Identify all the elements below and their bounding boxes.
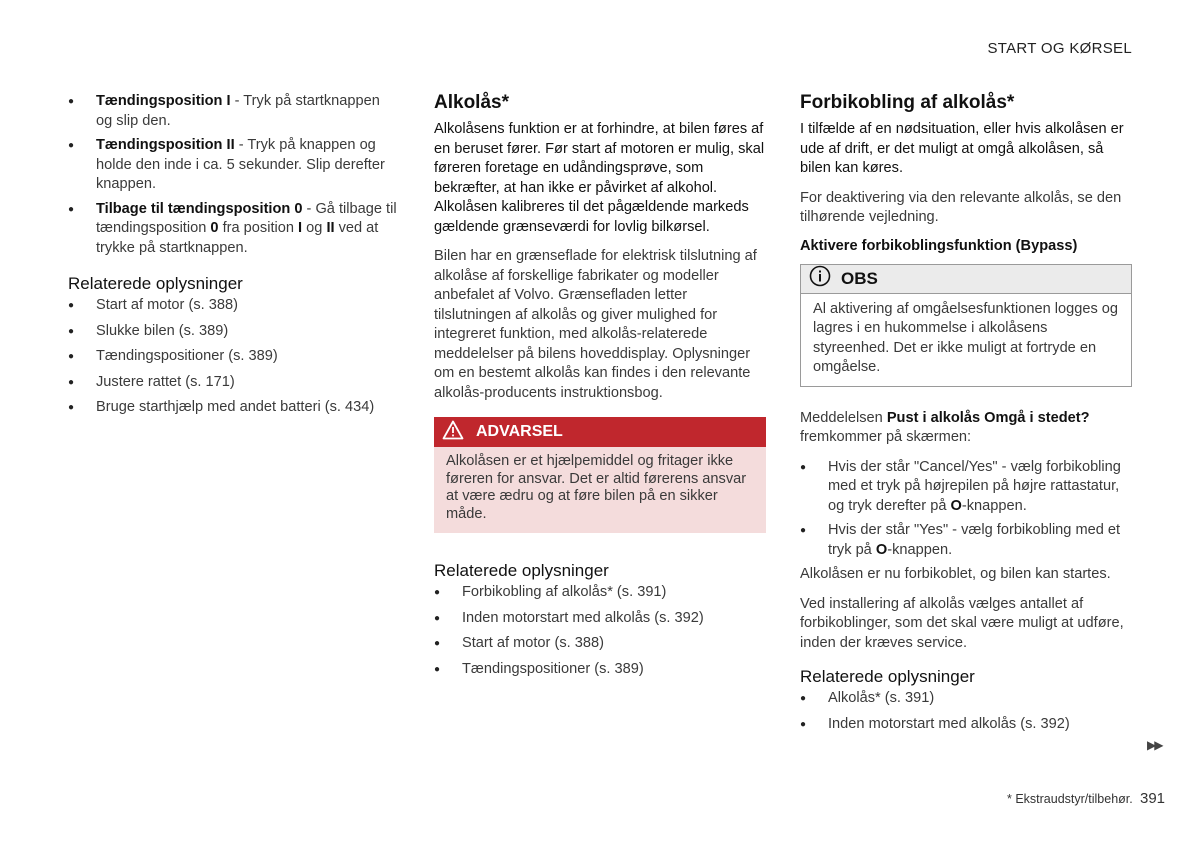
continue-arrows-icon: ▶▶ <box>1147 738 1162 752</box>
body-paragraph: Bilen har en grænseflade for elektrisk tilslutning af alkolåse af forskellige fabrikater og modeller anbefalet af Volvo. Grænsefladen letter tilslutningen af alkolås og giver mulighed for integreret funktion, med alkolås-relaterede meddelelser på bilens hoveddisplay. Oplysninger om en bestemt alkolås kan findes i den relevante alkolås-producents instruktionsbog. <box>434 248 757 401</box>
related-info-heading: Relaterede oplysninger <box>434 561 609 580</box>
related-link[interactable]: ● Inden motorstart med alkolås (s. 392) <box>800 715 1132 735</box>
list-item: ● Tændingsposition I - Tryk på startknappen og slip den. <box>68 92 398 131</box>
related-link[interactable]: ● Bruge starthjælp med andet batteri (s. 434) <box>68 398 398 418</box>
warning-box <box>434 417 766 533</box>
intro-paragraph: Alkolåsens funktion er at forhindre, at bilen føres af en beruset fører. Før start af motoren er mulig, skal føreren foretage en udåndingsprøve, som bekræfter, at han ikke er påvirket af alkohol. Alkolåsen kalibreres til det pågældende markeds gældende grænseværdi for lovlig bilkørsel. <box>434 121 765 235</box>
related-info-heading: Relaterede oplysninger <box>68 274 243 293</box>
section-title: Forbikobling af alkolås* <box>800 92 1015 113</box>
column-3 <box>800 92 1132 740</box>
body-paragraph: Ved installering af alkolås vælges antallet af forbikoblinger, som det skal være muligt at udføre, inden der kræves service. <box>800 595 1124 651</box>
warning-header <box>434 417 766 447</box>
subheading: Aktivere forbikoblingsfunktion (Bypass) <box>800 237 1078 254</box>
related-link[interactable]: ● Start af motor (s. 388) <box>68 296 398 316</box>
bypass-steps-list <box>800 458 1132 561</box>
related-info-list <box>800 689 1132 734</box>
ignition-position-list <box>68 92 398 258</box>
section-header: START OG KØRSEL <box>987 40 1132 57</box>
note-label: OBS <box>841 268 878 288</box>
related-link[interactable]: ● Start af motor (s. 388) <box>434 634 766 654</box>
related-link[interactable]: ● Alkolås* (s. 391) <box>800 689 1132 709</box>
list-item: ● Tilbage til tændingsposition 0 - Gå tilbage til tændingsposition 0 fra position I og II ved at trykke på startknappen. <box>68 200 398 259</box>
note-header <box>801 265 1131 294</box>
page-number: 391 <box>1140 790 1166 807</box>
related-info-list <box>68 296 398 418</box>
related-link[interactable]: ● Tændingspositioner (s. 389) <box>434 660 766 680</box>
note-box <box>800 264 1132 387</box>
related-link[interactable]: ● Justere rattet (s. 171) <box>68 373 398 393</box>
list-item: ● Tændingsposition II - Tryk på knappen og holde den inde i ca. 5 sekunder. Slip derefter knappen. <box>68 136 398 195</box>
related-link[interactable]: ● Forbikobling af alkolås* (s. 391) <box>434 583 766 603</box>
related-info-list <box>434 583 766 679</box>
related-info-heading: Relaterede oplysninger <box>800 667 975 686</box>
related-link[interactable]: ● Slukke bilen (s. 389) <box>68 322 398 342</box>
column-2 <box>434 92 766 685</box>
footnote: * Ekstraudstyr/tilbehør. <box>1007 792 1133 806</box>
note-text: Al aktivering af omgåelsesfunktionen logges og lagres i en hukommelse i alkolåsens styreenhed. Det er ikke muligt at fortryde en omgåelse. <box>813 300 1119 375</box>
warning-triangle-icon <box>442 420 476 445</box>
related-link[interactable]: ● Inden motorstart med alkolås (s. 392) <box>434 609 766 629</box>
section-title: Alkolås* <box>434 92 509 113</box>
list-item: ● Hvis der står "Yes" - vælg forbikobling med et tryk på O-knappen. <box>800 521 1132 560</box>
info-icon <box>809 265 841 292</box>
body-paragraph: For deaktivering via den relevante alkolås, se den tilhørende vejledning. <box>800 189 1122 225</box>
related-link[interactable]: ● Tændingspositioner (s. 389) <box>68 347 398 367</box>
body-paragraph: Alkolåsen er nu forbikoblet, og bilen kan startes. <box>800 566 1111 582</box>
list-item: ● Hvis der står "Cancel/Yes" - vælg forbikobling med et tryk på højrepilen på højre rattastatur, og tryk derefter på O-knappen. <box>800 458 1132 517</box>
intro-paragraph: I tilfælde af en nødsituation, eller hvis alkolåsen er ude af drift, er det muligt at omgå alkolåsen, så bilen kan køres. <box>800 121 1124 176</box>
warning-text: Alkolåsen er et hjælpemiddel og fritager ikke føreren for ansvar. Det er altid førerens ansvar at være ædru og at føre bilen på en sikker måde. <box>434 447 766 533</box>
message-paragraph: Meddelelsen Pust i alkolås Omgå i stedet? fremkommer på skærmen: <box>800 409 1090 445</box>
warning-label: ADVARSEL <box>476 423 563 440</box>
column-1 <box>68 92 398 424</box>
